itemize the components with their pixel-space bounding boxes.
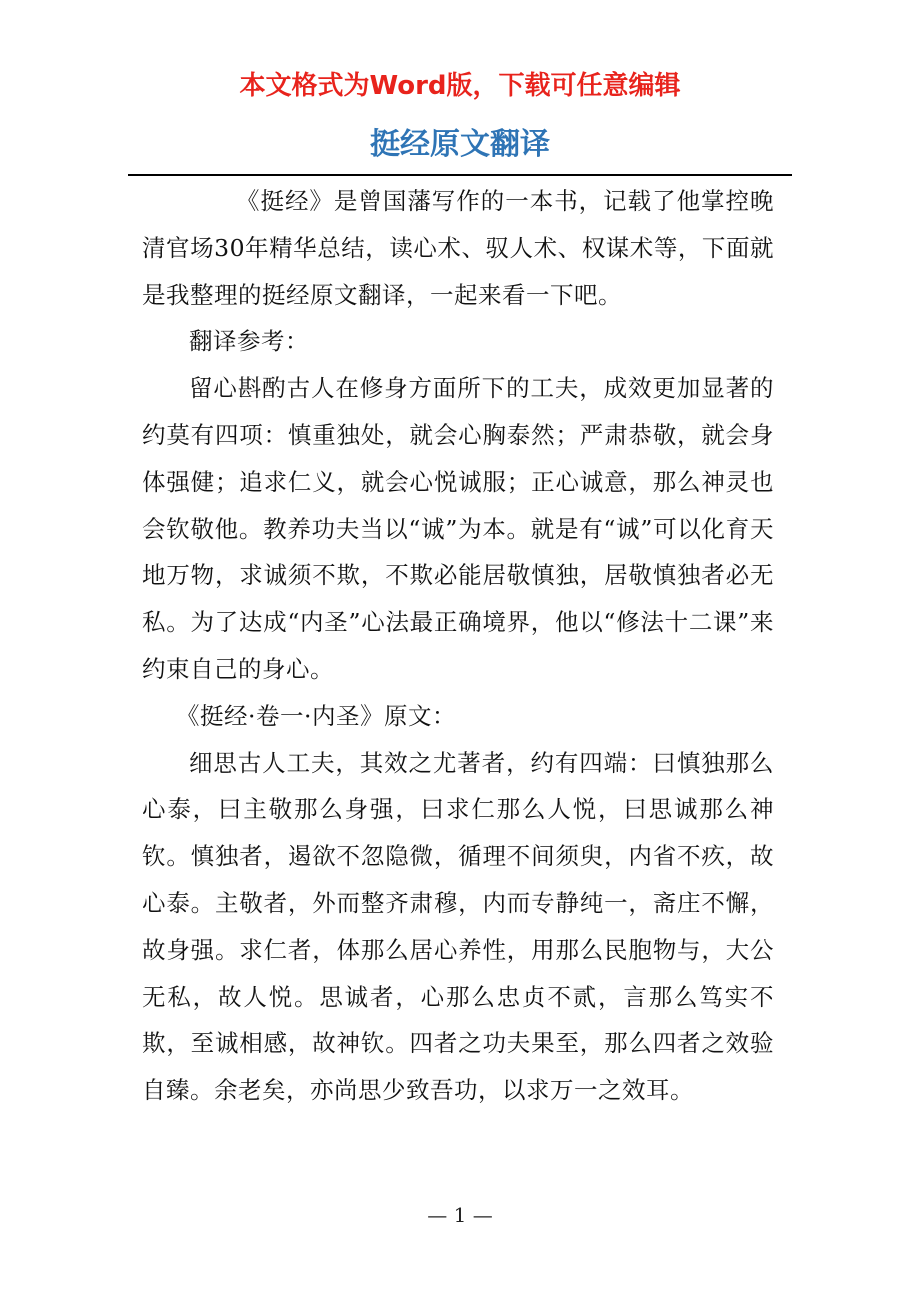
format-notice-banner: 本文格式为Word版，下载可任意编辑 xyxy=(239,71,681,101)
page-number: — 1 — xyxy=(427,1203,493,1227)
translation-paragraph: 留心斟酌古人在修身方面所下的工夫，成效更加显著的约莫有四项：慎重独处，就会心胸泰然；严肃恭敬，就会身体强健；追求仁义，就会心悦诚服；正心诚意，那么神灵也会钦敬他。教养功夫当以“诚”为本。就是有“诚”可以化育天地万物，求诚须不欺，不欺必能居敬慎独，居敬慎独者必无私。为了达成“内圣”心法最正确境界，他以“修法十二课”来约束自己的身心。 xyxy=(142,374,774,683)
original-text-paragraph: 细思古人工夫，其效之尤著者，约有四端：曰慎独那么心泰，曰主敬那么身强，曰求仁那么人悦，曰思诚那么神钦。慎独者，遏欲不忽隐微，循理不间须臾，内省不疚，故心泰。主敬者，外而整齐肃穆，内而专静纯一，斋庄不懈，故身强。求仁者，体那么居心养性，用那么民胞物与，大公无私，故人悦。思诚者，心那么忠贞不贰，言那么笃实不欺，至诚相感，故神钦。四者之功夫果至，那么四者之效验自臻。余老矣，亦尚思少致吾功，以求万一之效耳。 xyxy=(142,748,774,1105)
translation-heading: 翻译参考： xyxy=(189,327,309,356)
original-text-heading: 《挺经·卷一·内圣》原文： xyxy=(176,701,456,730)
document-title: 挺经原文翻译 xyxy=(370,127,550,162)
document-body xyxy=(142,178,774,1114)
title-divider xyxy=(128,174,792,176)
intro-paragraph: 《挺经》是曾国藩写作的一本书，记载了他掌控晚清官场30年精华总结，读心术、驭人术、权谋术等，下面就是我整理的挺经原文翻译，一起来看一下吧。 xyxy=(142,187,774,309)
